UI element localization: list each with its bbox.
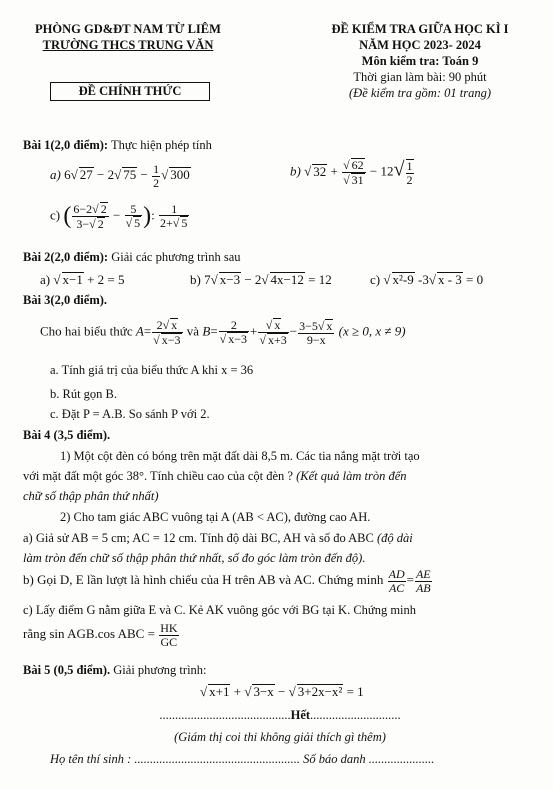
page-count: (Đề kiểm tra gồm: 01 trang) xyxy=(349,86,491,100)
bai5-equation: √ x+1 + √ 3−x − √ 3+2x−x² = 1 xyxy=(200,684,364,699)
bai1-title: Bài 1(2,0 điểm): xyxy=(23,138,109,152)
bai3-title: Bài 3(2,0 điểm). xyxy=(23,293,108,307)
bai1-heading xyxy=(23,138,212,153)
bai1-text: Thực hiện phép tính xyxy=(110,138,212,152)
bai4-a-note1: (độ dài xyxy=(376,531,413,545)
bai2-heading xyxy=(23,250,241,265)
subject: Môn kiểm tra: Toán 9 xyxy=(361,54,479,68)
bai4-a-text: a) Giả sử AB = 5 cm; AC = 12 cm. Tính độ dài BC, AH và số đo ABC xyxy=(23,531,374,545)
bai5-text: Giải phương trình: xyxy=(113,663,207,677)
bai5-title: Bài 5 (0,5 điểm). xyxy=(23,663,111,677)
bai4-p1-note2: chữ số thập phân thứ nhất) xyxy=(23,489,159,503)
bai1-b-label: b) xyxy=(290,163,301,179)
end-marker: ..........................................Hết............................. xyxy=(159,708,401,722)
bai3-a: a. Tính giá trị của biểu thức A khi x = 36 xyxy=(50,363,254,377)
bai2-a: a) √ x−1 + 2 = 5 xyxy=(40,272,125,287)
bai3-and: và xyxy=(186,323,200,339)
bai1-a-label: a) xyxy=(50,167,61,183)
time-limit: Thời gian làm bài: 90 phút xyxy=(353,70,487,84)
official-exam-label: ĐỀ CHÍNH THỨC xyxy=(78,84,182,98)
bai3-intro: Cho hai biểu thức xyxy=(40,323,133,339)
exam-title: ĐỀ KIỂM TRA GIỮA HỌC KÌ I xyxy=(331,22,509,36)
bai4-p2: 2) Cho tam giác ABC vuông tại A (AB < AC), đường cao AH. xyxy=(60,510,371,524)
bai4-p1-line2 xyxy=(23,469,407,484)
bai1-b: b) √ 32 + $\frac{√ 62}{√ 31}$ − 12√ $\frac{1}{2}$ xyxy=(290,158,413,188)
bai4-c-line1: c) Lấy điểm G nằm giữa E và C. Kẻ AK vuông góc với BG tại K. Chứng minh xyxy=(23,603,417,617)
bai4-p1-line1: 1) Một cột đèn có bóng trên mặt đất dài 8,5 m. Các tia nắng mặt trời tạo xyxy=(60,449,420,463)
candidate-name-label: Họ tên thí sinh : xyxy=(50,752,132,766)
bai2-b: b) 7√ x−3 − 2√ 4x−12 = 12 xyxy=(190,272,332,287)
department-name: PHÒNG GD&ĐT NAM TỪ LIÊM xyxy=(35,22,221,36)
bai2-c-label: c) xyxy=(370,272,381,287)
bai3-b: b. Rút gọn B. xyxy=(50,387,118,401)
candidate-line: Họ tên thí sinh : ..................................................... Số báo danh ..................... xyxy=(50,752,435,766)
official-exam-box xyxy=(50,82,210,101)
bai5-heading xyxy=(23,663,207,678)
bai4-p1-text: với mặt đất một góc 38°. Tính chiều cao của cột đèn ? xyxy=(23,469,293,483)
bai1-c-label: c) xyxy=(50,207,61,223)
bai2-text: Giải các phương trình sau xyxy=(111,250,241,264)
bai4-b: b) Gọi D, E lần lượt là hình chiếu của H trên AB và AC. Chứng minh $\frac{AD}{AC}$ = $\frac{AE}{AB}$ xyxy=(23,567,431,595)
school-name: TRƯỜNG THCS TRUNG VĂN xyxy=(42,38,214,52)
bai2-b-label: b) xyxy=(190,272,201,287)
end-label: Hết xyxy=(290,708,311,722)
bai1-c: c) ( $\frac{6-2√ 2}{3-√ 2}$ − $\frac{5}{√ 5}$ ): $\frac{1}{2+√ 5}$ xyxy=(50,201,188,232)
bai1-a: a) 6√ 27 − 2√ 75 − $\frac{1}{2}$ √ 300 xyxy=(50,162,190,190)
proctor-note: (Giám thị coi thi không giải thích gì thêm) xyxy=(174,730,386,744)
bai2-title: Bài 2(2,0 điểm): xyxy=(23,250,109,264)
bai4-b-text: b) Gọi D, E lần lượt là hình chiếu của H trên AB và AC. Chứng minh xyxy=(23,572,384,588)
bai3-c: c. Đặt P = A.B. So sánh P với 2. xyxy=(50,407,210,421)
bai4-c-line2: rằng sin AGB.cos ABC = $\frac{HK}{GC}$ xyxy=(23,621,178,649)
bai4-a-line1 xyxy=(23,531,413,546)
bai2-c: c) √ x²-9 -3√ x - 3 = 0 xyxy=(370,272,484,287)
bai4-title: Bài 4 (3,5 điểm). xyxy=(23,428,111,442)
bai2-a-label: a) xyxy=(40,272,51,287)
candidate-number-label: Số báo danh xyxy=(303,752,366,766)
school-year: NĂM HỌC 2023- 2024 xyxy=(359,38,481,52)
bai4-a-note2: làm tròn đến chữ số thập phân thứ nhất, số đo góc làm tròn đến độ). xyxy=(23,551,366,565)
bai4-c-text: rằng xyxy=(23,626,47,642)
bai4-p1-note: (Kết quả làm tròn đến xyxy=(296,469,407,483)
bai3-expressions: Cho hai biểu thức A= $\frac{2√ x}{√ x-3}$ và B= $\frac{2}{√ x-3}$ + $\frac{√ x}{√ x+3}$ − $\frac{3-5√ x}{9-x}$ (x ≥ 0, x ≠ 9) xyxy=(40,317,406,348)
